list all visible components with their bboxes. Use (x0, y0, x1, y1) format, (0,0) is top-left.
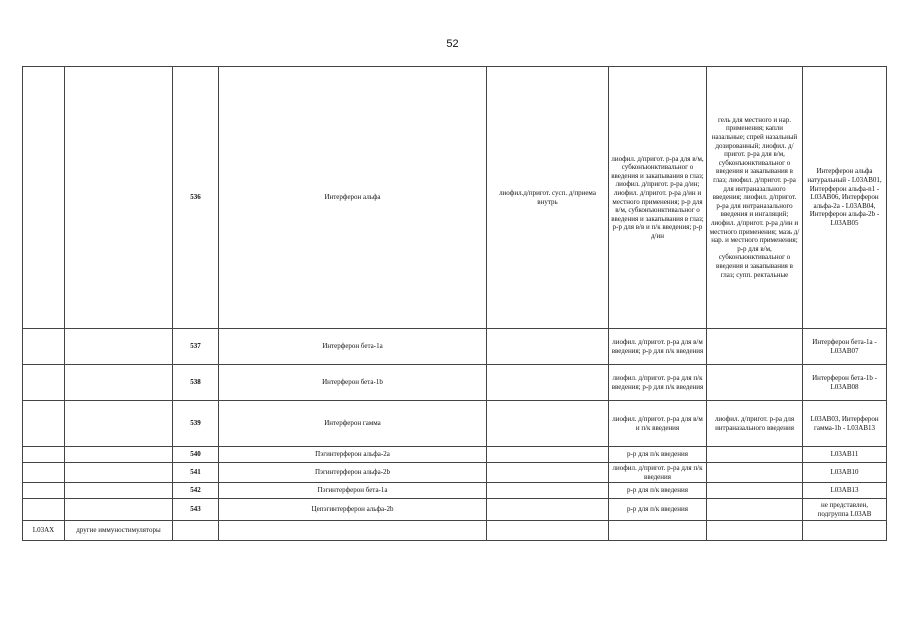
table-row (23, 401, 887, 447)
cell-form3 (707, 483, 803, 499)
cell-group (65, 463, 173, 483)
table-row (23, 483, 887, 499)
cell-text: гель для местного и нар. применения; капли назальные; спрей назальный дозированный; лиофил. д/пригот. р-ра для в/м, субконъюнктивальног о введения и закапывания в глаз; лиофил. д/пригот. р-ра для интраназального введения; лиофил. д/пригот. р-ра для интраназального введения и ингаляций; лиофил. д/пригот. р-ра д/ин и местного применения; мазь д/нар. и местного применения; р-р для в/м, субконъюнктивальног о введения и закапывания в глаз; супп. ректальные (709, 115, 800, 279)
cell-form3 (707, 499, 803, 521)
cell-form1: лиофил.д/пригот. сусп. д/приема внутрь (487, 67, 609, 329)
cell-atc (23, 329, 65, 365)
cell-group (65, 499, 173, 521)
cell-form2: лиофил. д/пригот. р-ра для п/к введения; р-р для п/к введения (609, 365, 707, 401)
cell-group (65, 67, 173, 329)
cell-num (173, 521, 219, 541)
cell-name: Интерферон гамма (219, 401, 487, 447)
cell-group: другие иммуностимуляторы (65, 521, 173, 541)
cell-form3: лиофил. д/пригот. р-ра для интраназального введения (707, 401, 803, 447)
cell-form1 (487, 499, 609, 521)
cell-form2 (609, 521, 707, 541)
cell-name: Пэгинтерферон альфа-2b (219, 463, 487, 483)
table-row (23, 67, 887, 329)
cell-atc-list: L03AB11 (803, 447, 887, 463)
cell-name: Интерферон бета-1a (219, 329, 487, 365)
cell-form2: лиофил. д/пригот. р-ра для в/м введения; р-р для п/к введения (609, 329, 707, 365)
cell-num: 538 (173, 365, 219, 401)
cell-form2: р-р для п/к введения (609, 483, 707, 499)
cell-atc (23, 447, 65, 463)
page-number: 52 (446, 38, 459, 50)
cell-num: 537 (173, 329, 219, 365)
cell-form1 (487, 521, 609, 541)
cell-form3 (707, 365, 803, 401)
cell-num: 540 (173, 447, 219, 463)
cell-atc (23, 67, 65, 329)
cell-atc (23, 499, 65, 521)
cell-atc-list: L03AB03, Интерферон гамма-1b - L03AB13 (803, 401, 887, 447)
cell-group (65, 329, 173, 365)
cell-atc (23, 483, 65, 499)
cell-num: 539 (173, 401, 219, 447)
cell-form1 (487, 463, 609, 483)
cell-atc (23, 463, 65, 483)
table-row (23, 521, 887, 541)
table-row (23, 365, 887, 401)
cell-name: Пэгинтерферон альфа-2a (219, 447, 487, 463)
cell-form2: лиофил. д/пригот. р-ра для в/м, субконъюнктивальног о введения и закапывания в глаз; лиофил. д/пригот. р-ра д/ин; лиофил. д/пригот. р-ра д/ин и местного применения; р-р для в/м, субконъюнктивальног о введения и закапывания в глаз; р-р для в/в и п/к введения; р-р д/ин (609, 67, 707, 329)
cell-form2: р-р для п/к введения (609, 499, 707, 521)
table-row (23, 463, 887, 483)
cell-form3 (707, 463, 803, 483)
cell-form1 (487, 365, 609, 401)
cell-atc: L03AX (23, 521, 65, 541)
cell-form3 (707, 521, 803, 541)
cell-form2: р-р для п/к введения (609, 447, 707, 463)
drug-table (22, 66, 887, 541)
cell-name: Интерферон альфа (219, 67, 487, 329)
cell-group (65, 447, 173, 463)
table-row (23, 329, 887, 365)
cell-name (219, 521, 487, 541)
cell-atc (23, 365, 65, 401)
cell-form3 (707, 67, 803, 329)
cell-atc-list: Интерферон бета-1a - L03AB07 (803, 329, 887, 365)
cell-group (65, 401, 173, 447)
cell-atc-list: не представлен, подгруппа L03AB (803, 499, 887, 521)
cell-atc (23, 401, 65, 447)
cell-form1 (487, 483, 609, 499)
cell-form3 (707, 447, 803, 463)
cell-name: Цепэгинтерферон альфа-2b (219, 499, 487, 521)
cell-form1 (487, 329, 609, 365)
table-row (23, 447, 887, 463)
cell-group (65, 483, 173, 499)
cell-form1 (487, 447, 609, 463)
cell-form1 (487, 401, 609, 447)
cell-num: 541 (173, 463, 219, 483)
cell-form2: лиофил. д/пригот. р-ра для в/м и п/к введения (609, 401, 707, 447)
cell-num: 536 (173, 67, 219, 329)
cell-form2: лиофил. д/пригот. р-ра для п/к введения (609, 463, 707, 483)
cell-name: Пэгинтерферон бета-1a (219, 483, 487, 499)
cell-atc-list: L03AB13 (803, 483, 887, 499)
cell-atc-list: Интерферон альфа натуральный - L03AB01, Интерферон альфа-n1 - L03AB06, Интерферон альфа-2a - L03AB04, Интерферон альфа-2b - L03AB05 (803, 67, 887, 329)
cell-form3 (707, 329, 803, 365)
cell-atc-list: Интерферон бета-1b - L03AB08 (803, 365, 887, 401)
cell-atc-list: L03AB10 (803, 463, 887, 483)
table-row (23, 499, 887, 521)
cell-num: 543 (173, 499, 219, 521)
cell-num: 542 (173, 483, 219, 499)
cell-atc-list (803, 521, 887, 541)
cell-name: Интерферон бета-1b (219, 365, 487, 401)
cell-group (65, 365, 173, 401)
